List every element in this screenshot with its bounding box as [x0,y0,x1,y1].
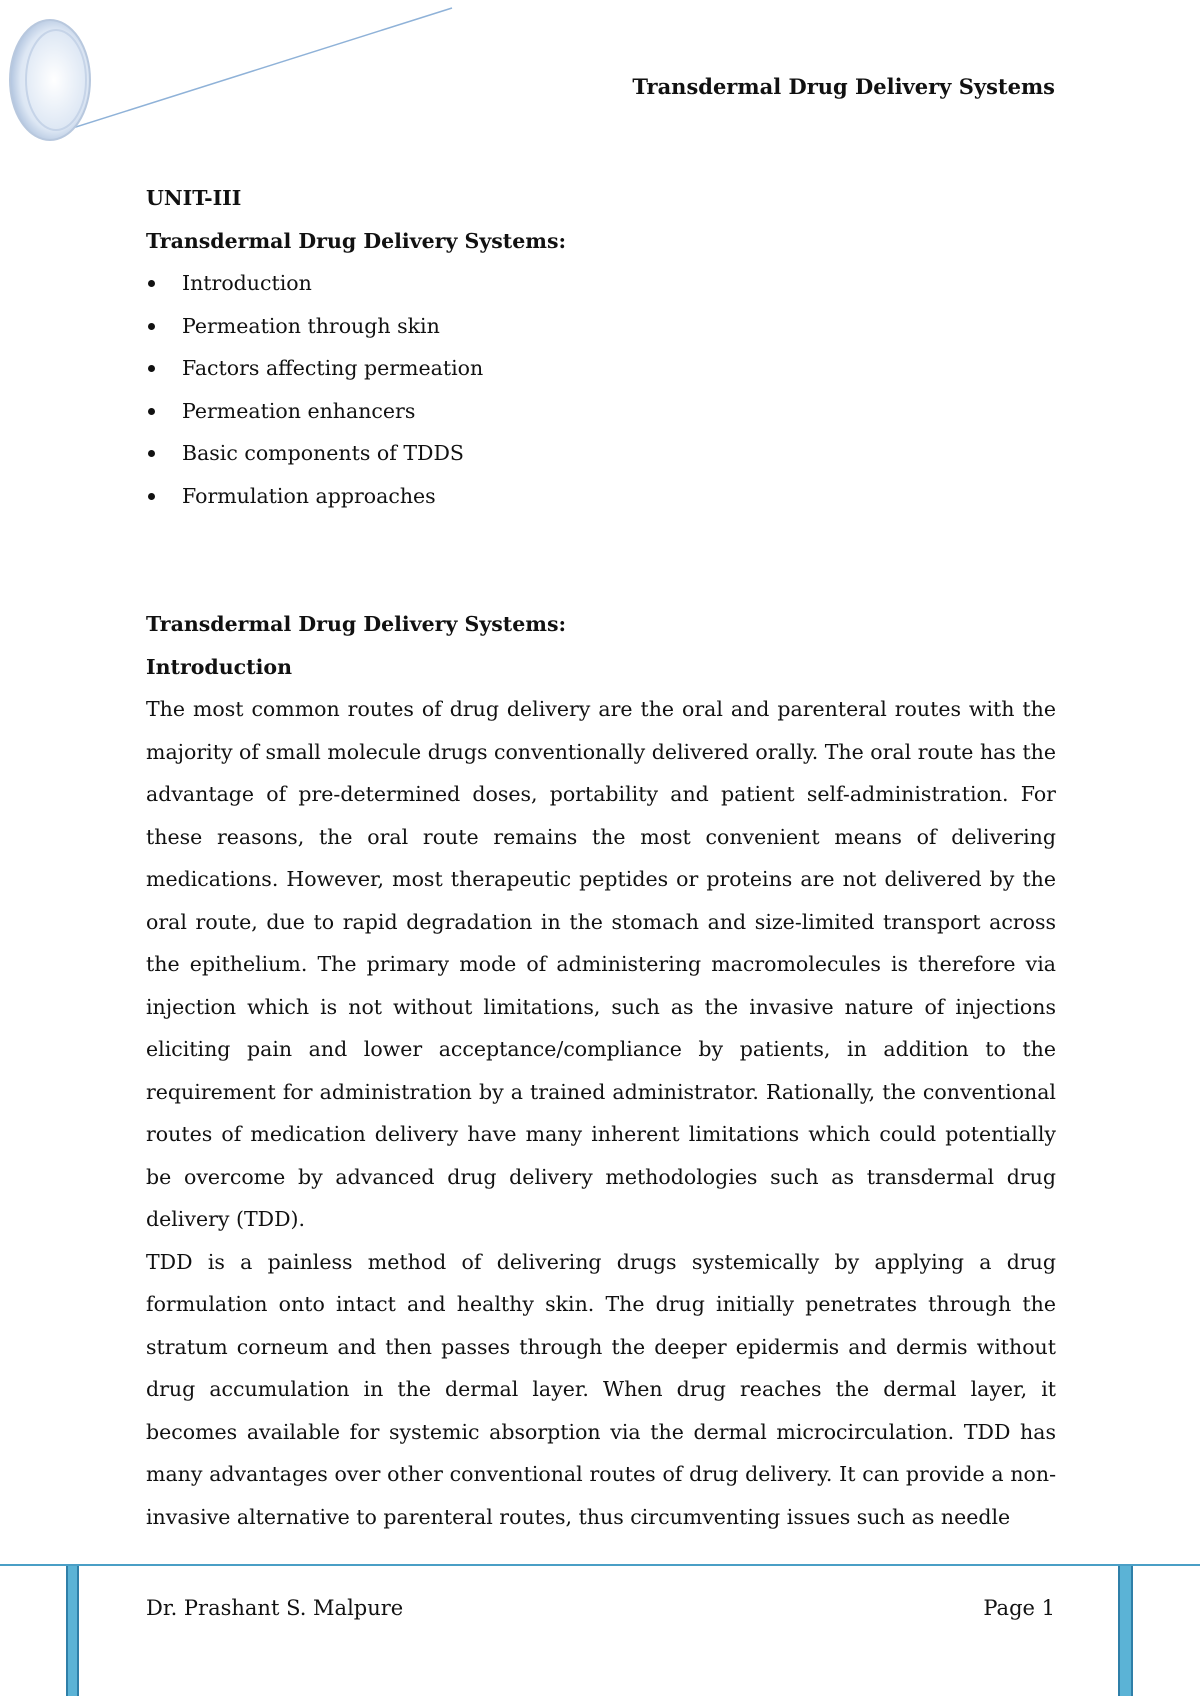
footer-author: Dr. Prashant S. Malpure [146,1596,404,1620]
header-title: Transdermal Drug Delivery Systems [632,74,1055,99]
list-item [146,432,1056,475]
topic-label: Factors affecting permeation [182,356,484,380]
footer-right-bar [1118,1566,1133,1696]
header-lens-ornament [10,20,90,140]
bullet-icon [148,280,155,287]
list-item [146,347,1056,390]
topic-list [146,262,1056,517]
section-heading: Transdermal Drug Delivery Systems: [146,612,567,636]
page-content [146,177,1056,1538]
bullet-icon [148,323,155,330]
section-subheading: Introduction [146,654,292,679]
topic-label: Formulation approaches [182,483,436,508]
footer-rule [0,1564,1200,1566]
topic-label: Permeation through skin [182,313,440,338]
list-item [146,475,1056,518]
header-swoosh-line [60,8,452,132]
overview-heading: Transdermal Drug Delivery Systems: [146,228,567,253]
body-paragraph: The most common routes of drug delivery are the oral and parenteral routes with the majority of small molecule drugs conventionally delivered orally. The oral route has the advantage of pre-determined doses, portability and patient self-administration. For these reasons, the oral route remains the most convenient means of delivering medications. However, most therapeutic peptides or proteins are not delivered by the oral route, due to rapid degradation in the stomach and size-limited transport across the epithelium. The primary mode of administering macromolecules is therefore via injection which is not without limitations, such as the invasive nature of injections eliciting pain and lower acceptance/compliance by patients, in addition to the requirement for administration by a trained administrator. Rationally, the conventional routes of medication delivery have many inherent limitations which could potentially be overcome by advanced drug delivery methodologies such as transdermal drug delivery (TDD). [146,697,1056,1231]
bullet-icon [148,408,155,415]
bullet-icon [148,365,155,372]
list-item [146,390,1056,433]
topic-label: Basic components of TDDS [182,441,464,465]
footer-page-number: Page 1 [983,1596,1055,1620]
list-item [146,262,1056,305]
topic-label: Introduction [182,271,312,295]
unit-label: UNIT-III [146,186,242,210]
bullet-icon [148,493,155,500]
bullet-icon [148,450,155,457]
body-paragraph: TDD is a painless method of delivering drugs systemically by applying a drug formulation onto intact and healthy skin. The drug initially penetrates through the stratum corneum and then passes through the deeper epidermis and dermis without drug accumulation in the dermal layer. When drug reaches the dermal layer, it becomes available for systemic absorption via the dermal microcirculation. TDD has many advantages over other conventional routes of drug delivery. It can provide a non-invasive alternative to parenteral routes, thus circumventing issues such as needle [146,1249,1056,1529]
list-item [146,305,1056,348]
footer-left-bar [66,1566,79,1696]
header-decoration [0,0,460,150]
topic-label: Permeation enhancers [182,398,416,423]
